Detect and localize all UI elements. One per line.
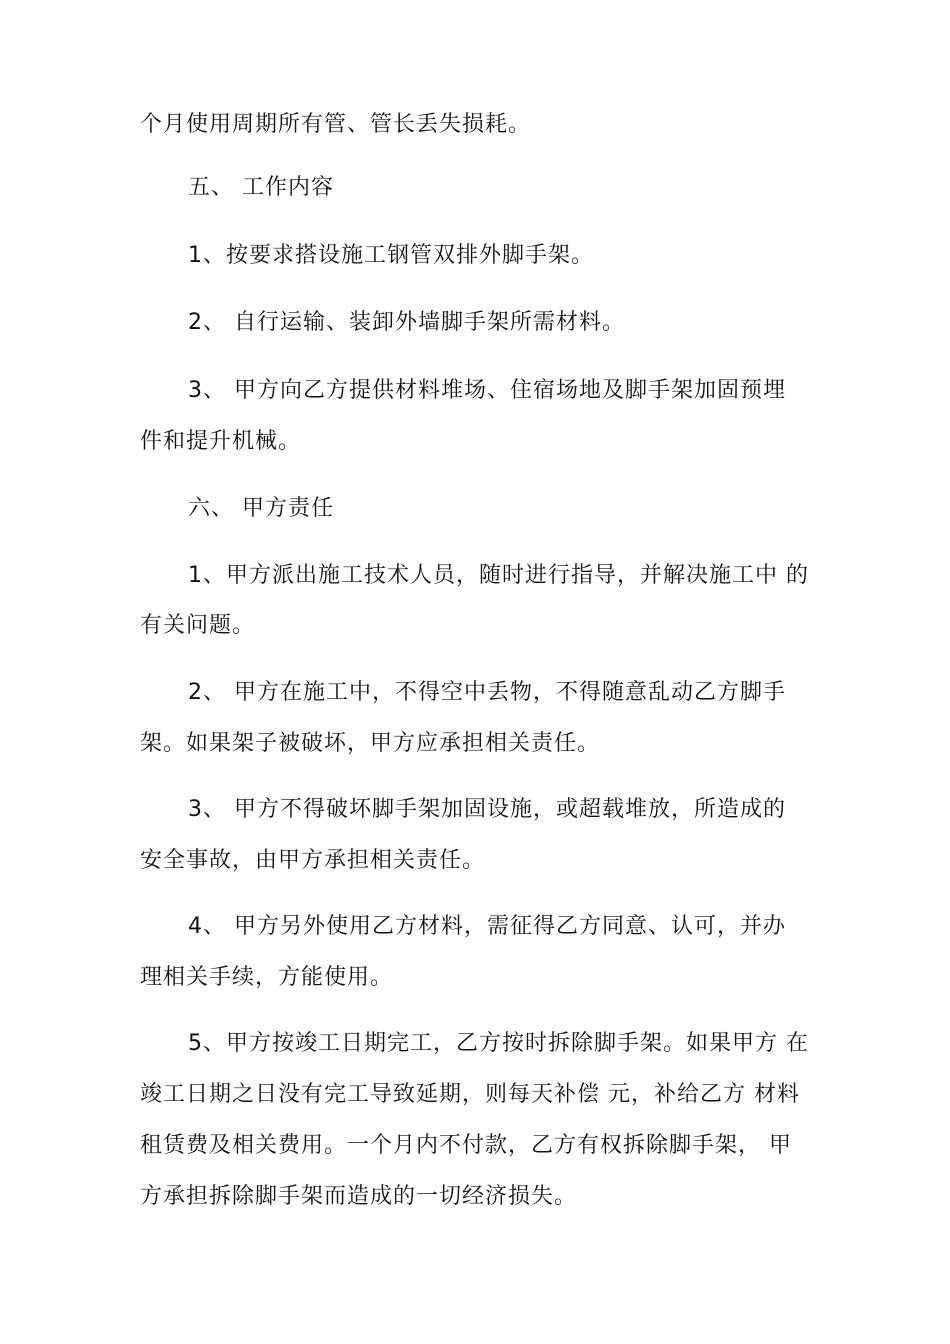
section-heading: 五、 工作内容 (188, 175, 334, 200)
text-line: 租赁费及相关费用。一个月内不付款，乙方有权拆除脚手架， 甲 (140, 1133, 792, 1158)
text-line: 5、甲方按竣工日期完工，乙方按时拆除脚手架。如果甲方 在 (188, 1031, 809, 1056)
text-line: 个月使用周期所有管、管长丢失损耗。 (140, 112, 532, 137)
text-line: 1、甲方派出施工技术人员，随时进行指导，并解决施工中 的 (188, 563, 809, 588)
text-line: 理相关手续，方能使用。 (140, 965, 394, 990)
text-line: 件和提升机械。 (140, 429, 302, 454)
text-line: 2、 自行运输、装卸外墙脚手架所需材料。 (188, 310, 625, 335)
text-line: 2、 甲方在施工中，不得空中丢物，不得随意乱动乙方脚手 (188, 680, 786, 705)
text-line: 1、按要求搭设施工钢管双排外脚手架。 (188, 243, 594, 268)
text-line: 安全事故，由甲方承担相关责任。 (140, 848, 486, 873)
text-line: 3、 甲方向乙方提供材料堆场、住宿场地及脚手架加固预埋 (188, 378, 786, 403)
text-line: 有关问题。 (140, 613, 256, 638)
text-line: 3、 甲方不得破坏脚手架加固设施，或超载堆放，所造成的 (188, 797, 786, 822)
section-heading: 六、 甲方责任 (188, 496, 334, 521)
text-line: 方承担拆除脚手架而造成的一切经济损失。 (140, 1184, 578, 1209)
text-line: 竣工日期之日没有完工导致延期，则每天补偿 元，补给乙方 材料 (140, 1082, 800, 1107)
text-line: 4、 甲方另外使用乙方材料，需征得乙方同意、认可，并办 (188, 914, 786, 939)
text-line: 架。如果架子被破坏，甲方应承担相关责任。 (140, 731, 601, 756)
